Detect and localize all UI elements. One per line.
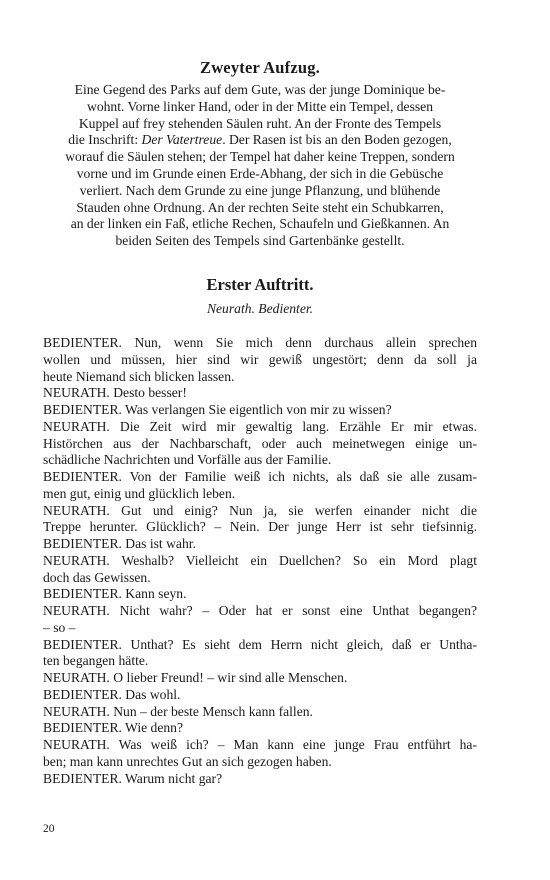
dialogue-line: men gut, einig und glücklich leben. xyxy=(43,485,236,501)
stage-direction-line xyxy=(43,149,477,166)
dialogue-line: ten begangen hätte. xyxy=(43,653,149,669)
dialogue-line: NEURATH. Nun – der beste Mensch kann fallen. xyxy=(43,703,313,719)
stage-direction-line xyxy=(43,183,477,200)
scene-heading: Erster Auftritt. xyxy=(206,275,314,294)
dialogue-line: NEURATH. Nicht wahr? – Oder hat er sonst eine Unthat begangen? xyxy=(43,603,477,618)
stage-direction xyxy=(43,82,477,250)
dialogue-line: BEDIENTER. Unthat? Es sieht dem Herrn nicht gleich, daß er Untha- xyxy=(43,636,477,652)
inscription-text: Der Vatertreue xyxy=(141,132,223,148)
stage-direction-line xyxy=(43,200,477,217)
stage-direction-text: Eine Gegend des Parks auf dem Gute, was der junge Dominique be- xyxy=(74,82,446,97)
stage-direction-line xyxy=(43,233,477,250)
stage-direction-text: an der linken ein Faß, etliche Rechen, Schaufeln und Gießkannen. An xyxy=(70,216,450,232)
dialogue-line: BEDIENTER. Kann seyn. xyxy=(43,586,187,602)
dialogue-line: BEDIENTER. Das wohl. xyxy=(43,686,181,702)
stage-direction-line xyxy=(43,116,477,133)
dialogue-line: – so – xyxy=(43,619,76,635)
dialogue-line: doch das Gewissen. xyxy=(43,569,151,585)
dialogue-line: BEDIENTER. Warum nicht gar? xyxy=(43,770,223,786)
stage-direction-line xyxy=(43,166,477,183)
stage-direction-text: die Inschrift: xyxy=(68,132,142,148)
dialogue xyxy=(43,335,477,787)
dialogue-line: NEURATH. Weshalb? Vielleicht ein Duellchen? So ein Mord plagt xyxy=(43,552,477,568)
scene-characters: Neurath. Bedienter. xyxy=(206,301,314,316)
dialogue-line: BEDIENTER. Was verlangen Sie eigentlich von mir zu wissen? xyxy=(43,402,392,417)
stage-direction-text: Stauden ohne Ordnung. An der rechten Seite steht ein Schubkarren, xyxy=(76,199,444,215)
stage-direction-line xyxy=(43,216,477,233)
dialogue-line: Treppe herunter. Glücklich? – Nein. Der junge Herr ist sehr tiefsinnig. xyxy=(43,519,477,535)
dialogue-line: NEURATH. Was weiß ich? – Man kann eine junge Frau entführt ha- xyxy=(43,737,477,752)
dialogue-line: NEURATH. Gut und einig? Nun ja, sie werfen einander nicht die xyxy=(43,502,477,518)
stage-direction-text: worauf die Säulen stehen; der Tempel hat daher keine Treppen, sondern xyxy=(65,149,455,165)
dialogue-line: BEDIENTER. Wie denn? xyxy=(43,720,184,736)
dialogue-line: BEDIENTER. Das ist wahr. xyxy=(43,536,196,551)
stage-direction-line xyxy=(43,99,477,116)
dialogue-line: NEURATH. Desto besser! xyxy=(43,385,187,401)
dialogue-line: BEDIENTER. Nun, wenn Sie mich denn durchaus allein sprechen xyxy=(43,335,477,350)
dialogue-line: BEDIENTER. Von der Familie weiß ich nichts, als daß sie alle zusam- xyxy=(43,469,477,484)
dialogue-line: ben; man kann unrechtes Gut an sich gezogen haben. xyxy=(43,753,332,769)
dialogue-line: schädliche Nachrichten und Vorfälle aus der Familie. xyxy=(43,452,332,468)
stage-direction-text: Kuppel auf frey stehenden Säulen ruht. An der Fronte des Tempels xyxy=(78,115,442,131)
dialogue-line: NEURATH. Die Zeit wird mir gewaltig lang. Erzähle Er mir etwas. xyxy=(43,418,477,434)
stage-direction-line xyxy=(43,132,477,149)
stage-direction-text: wohnt. Vorne linker Hand, oder in der Mitte ein Tempel, dessen xyxy=(87,98,433,114)
page-number: 20 xyxy=(43,823,55,835)
stage-direction-text: . Der Rasen ist bis an den Boden gezogen, xyxy=(222,132,452,148)
dialogue-line: heute Niemand sich blicken lassen. xyxy=(43,368,235,384)
dialogue-line: wollen und müssen, hier sind wir gewiß ungestört; denn da soll ja xyxy=(43,351,477,367)
stage-direction-line xyxy=(43,82,477,99)
dialogue-line: Histörchen aus der Nachbarschaft, oder auch meinetwegen einige un- xyxy=(43,435,477,451)
act-heading: Zweyter Aufzug. xyxy=(199,58,320,77)
stage-direction-text: beiden Seiten des Tempels sind Gartenbänke gestellt. xyxy=(115,233,405,249)
dialogue-line: NEURATH. O lieber Freund! – wir sind alle Menschen. xyxy=(43,670,348,685)
stage-direction-text: vorne und im Grunde einen Erde-Abhang, der sich in die Gebüsche xyxy=(76,165,444,181)
stage-direction-text: verliert. Nach dem Grunde zu eine junge Pflanzung, und blühende xyxy=(79,182,441,198)
